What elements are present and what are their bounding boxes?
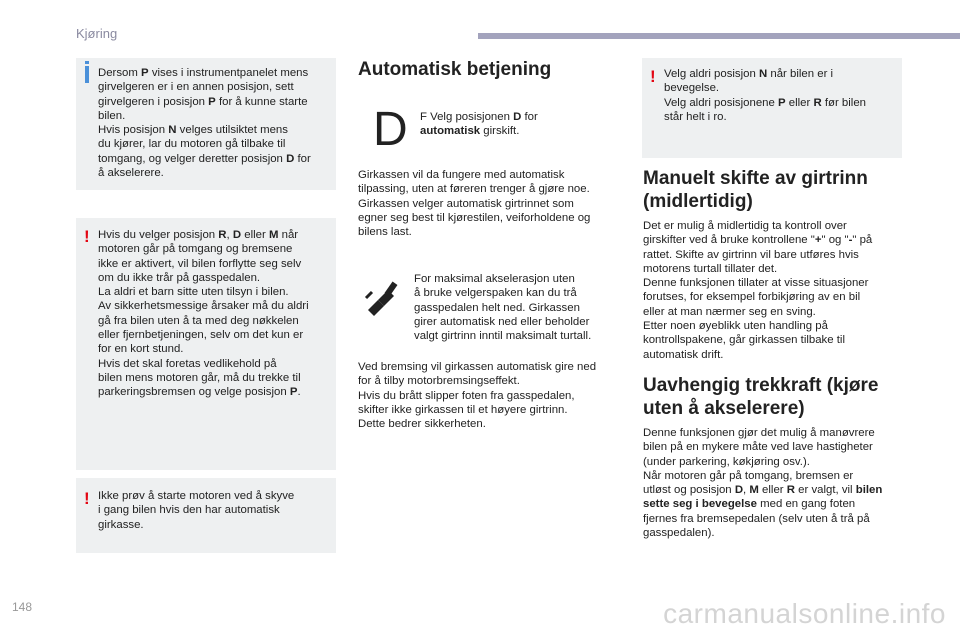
text-segment: D [513, 111, 522, 123]
text-segment: P [289, 386, 298, 399]
heading-creep: Uavhengig trekkraft (kjøre uten å akselerere) [643, 375, 879, 419]
mid-paragraph-2 [358, 360, 628, 431]
text-segment: skifter ikke girkassen til et høyere girtrinn. [358, 403, 568, 416]
text-segment: for [521, 111, 538, 123]
text-segment: . [297, 386, 301, 399]
text-segment: bilen mens motoren går, må du trekke til [98, 371, 301, 384]
text-segment: Denne funksjonen tillater at visse situasjoner [643, 277, 869, 290]
tip-text [414, 272, 624, 343]
foot-pedal-icon [362, 278, 402, 318]
text-segment: D [286, 152, 295, 165]
text-line [664, 96, 898, 110]
info-box-text [98, 66, 332, 180]
text-line [98, 166, 332, 180]
text-segment: P [208, 95, 216, 108]
text-segment: automatisk [420, 125, 481, 138]
text-segment: valgt girtrinn inntil maksimalt turtall. [414, 330, 592, 343]
text-line [98, 285, 334, 299]
text-line [643, 512, 913, 526]
warning-box-1 [76, 218, 336, 470]
text-line [664, 67, 898, 81]
text-segment: Girkassen velger automatisk girtrinnet som [358, 197, 574, 210]
text-segment: N [758, 68, 768, 80]
page-number: 148 [12, 600, 33, 614]
text-segment: egner seg best til kjørestilen, veiforholdene og [358, 211, 591, 224]
text-line [358, 211, 628, 225]
text-segment: velges utilsiktet mens [176, 124, 288, 137]
text-segment: forutses, for eksempel forbikjøring av en bil [643, 291, 861, 304]
text-segment: er valgt, vil [794, 484, 856, 497]
text-segment: motorens turtall tillater det. [643, 262, 778, 275]
text-segment: i gang bilen hvis den har automatisk [98, 504, 280, 517]
text-line [643, 455, 913, 469]
text-segment: girvelgeren i posisjon [98, 95, 209, 108]
text-segment: sette seg i bevegelse [643, 498, 757, 511]
text-line [358, 389, 628, 403]
text-segment: F Velg posisjonen [420, 111, 514, 123]
text-line [643, 426, 913, 440]
text-line [358, 417, 628, 431]
text-segment: står helt i ro. [664, 110, 727, 123]
text-line [643, 333, 913, 347]
text-segment: Av sikkerhetsmessige årsaker må du aldri [98, 300, 309, 313]
text-segment: bevegelse. [664, 82, 720, 95]
text-segment: girkasse. [98, 518, 144, 531]
text-segment: , [226, 229, 233, 241]
text-segment: for å tilby motorbremsingseffekt. [358, 375, 520, 388]
text-line [643, 248, 913, 262]
text-segment: med en gang foten [756, 498, 856, 511]
text-segment: tomgang, og velger deretter posisjon [98, 152, 287, 165]
section-label: Kjøring [76, 26, 118, 41]
step-text [420, 110, 620, 139]
text-line [358, 168, 628, 182]
text-line [643, 233, 913, 247]
text-segment: bilen [855, 484, 883, 497]
text-segment: du kjører, lar du motoren gå tilbake til [98, 138, 286, 151]
header-rule [478, 33, 960, 39]
text-segment: motoren går på tomgang og bremsene [98, 243, 293, 256]
section-heading-automatic: Automatisk betjening [358, 59, 552, 80]
text-line [98, 489, 334, 503]
text-segment: automatisk drift. [643, 348, 724, 361]
text-segment: girskifter ved å bruke kontrollene " [643, 234, 815, 247]
text-line [358, 182, 628, 196]
text-segment: girer automatisk ned eller beholder [414, 315, 590, 328]
text-line [98, 342, 334, 356]
text-segment: " på [852, 234, 873, 247]
text-segment: P [141, 67, 149, 79]
text-line [98, 299, 334, 313]
text-segment: Ikke prøv å starte motoren ved å skyve [98, 490, 295, 502]
text-segment: bilen. [98, 109, 126, 122]
text-line [98, 357, 334, 371]
text-line [98, 137, 332, 151]
text-line [98, 371, 334, 385]
text-line [358, 197, 628, 211]
text-segment: å akselerere. [98, 167, 164, 180]
text-segment: kontrollspakene, går girkassen tilbake til [643, 334, 845, 347]
text-line [643, 440, 913, 454]
text-segment: girvelgeren er i en annen posisjon, sett [98, 81, 294, 94]
info-box [76, 58, 336, 190]
text-segment: + [814, 234, 822, 247]
text-line [420, 124, 620, 138]
text-line [643, 348, 913, 362]
heading-manual-shift: Manuelt skifte av girtrinn (midlertidig) [643, 168, 868, 212]
warning-box-1-text [98, 228, 334, 400]
text-line [643, 290, 913, 304]
text-segment: Hvis det skal foretas vedlikehold på [98, 357, 277, 370]
text-segment: For maksimal akselerasjon uten [414, 273, 575, 285]
warning-icon: ! [650, 67, 656, 86]
text-segment: Ved bremsing vil girkassen automatisk gire ned [358, 361, 597, 373]
text-line [414, 272, 624, 286]
text-segment: eller [241, 229, 269, 241]
text-line [98, 518, 334, 532]
text-segment: Det er mulig å midlertidig ta kontroll over [643, 220, 847, 232]
watermark: carmanualsonline.info [663, 598, 946, 629]
text-line [664, 81, 898, 95]
text-segment: girskift. [480, 125, 520, 138]
right-paragraph-1 [643, 219, 913, 362]
text-segment: P [777, 96, 786, 109]
text-line [643, 276, 913, 290]
text-segment: eller at man nærmer seg en sving. [643, 305, 816, 318]
text-segment: Hvis du velger posisjon [98, 229, 219, 241]
text-line [420, 110, 620, 124]
text-segment: eller [758, 484, 787, 497]
text-segment: " og " [821, 234, 849, 247]
right-paragraph-2 [643, 426, 913, 540]
warning-icon: ! [84, 489, 90, 508]
text-line [643, 469, 913, 483]
text-segment: Etter noen øyeblikk uten handling på [643, 320, 828, 333]
text-segment: å bruke velgerspaken kan du trå [414, 287, 577, 300]
text-line [643, 497, 913, 511]
text-segment: gå fra bilen uten å ta med deg nøkkelen [98, 314, 299, 327]
text-segment: Velg aldri posisjon [664, 68, 759, 80]
text-segment: gasspedalen). [643, 527, 715, 540]
text-line [98, 328, 334, 342]
text-segment: parkeringsbremsen og velge posisjon [98, 386, 290, 399]
text-segment: rattet. Skifte av girtrinn vil bare utføres hvis [643, 248, 859, 261]
text-segment: for [294, 152, 311, 165]
text-segment: før bilen [821, 96, 866, 109]
text-line [98, 242, 334, 256]
warning-box-right-text [664, 67, 898, 124]
text-segment: - [848, 234, 853, 247]
text-segment: bilens last. [358, 226, 412, 239]
text-segment: for en kort stund. [98, 343, 184, 356]
text-segment: N [168, 124, 177, 137]
text-segment: M [268, 229, 279, 241]
text-line [358, 360, 628, 374]
text-line [98, 95, 332, 109]
text-segment: R [218, 229, 227, 241]
text-line [643, 483, 913, 497]
text-line [98, 228, 334, 242]
text-segment: når bilen er i [767, 68, 834, 80]
text-segment: D [734, 484, 744, 497]
mid-paragraph-1 [358, 168, 628, 239]
text-line [414, 329, 624, 343]
text-line [98, 66, 332, 80]
text-segment: gasspedalen helt ned. Girkassen [414, 301, 580, 314]
text-line [98, 109, 332, 123]
text-line [98, 123, 332, 137]
text-segment: Når motoren går på tomgang, bremsen er [643, 469, 854, 482]
text-segment: fjernes fra bremsepedalen (selv uten å trå på [643, 512, 870, 525]
warning-box-2-text [98, 489, 334, 532]
text-line [414, 286, 624, 300]
text-segment: ikke er aktivert, vil bilen forflytte seg selv [98, 257, 302, 270]
text-line [98, 80, 332, 94]
text-segment: Dette bedrer sikkerheten. [358, 418, 486, 431]
text-segment: Girkassen vil da fungere med automatisk [358, 169, 565, 181]
info-icon [85, 66, 89, 83]
text-segment: La aldri et barn sitte uten tilsyn i bilen. [98, 286, 289, 299]
text-line [98, 503, 334, 517]
text-line [664, 110, 898, 124]
text-line [643, 262, 913, 276]
text-line [98, 314, 334, 328]
text-segment: R [813, 96, 822, 109]
text-segment: tilpassing, uten at føreren trenger å gjøre noe. [358, 183, 590, 196]
text-segment: (under parkering, køkjøring osv.). [643, 455, 810, 468]
text-segment: Denne funksjonen gjør det mulig å manøvrere [643, 427, 875, 439]
text-segment: bilen på en mykere måte ved lave hastigheter [643, 441, 873, 454]
text-line [643, 219, 913, 233]
text-line [358, 225, 628, 239]
text-segment: R [786, 484, 795, 497]
text-segment: D [232, 229, 242, 241]
text-segment: om du ikke trår på gasspedalen. [98, 271, 261, 284]
text-line [98, 385, 334, 399]
text-line [98, 271, 334, 285]
text-line [643, 305, 913, 319]
warning-box-right [642, 58, 902, 158]
warning-icon: ! [84, 227, 90, 246]
text-line [358, 403, 628, 417]
text-segment: vises i instrumentpanelet mens [148, 67, 309, 79]
warning-box-2 [76, 478, 336, 553]
text-segment: Velg aldri posisjonene [664, 96, 778, 109]
text-segment: Dersom [98, 67, 142, 79]
text-segment: Hvis posisjon [98, 124, 169, 137]
text-line [414, 301, 624, 315]
text-line [358, 374, 628, 388]
text-line [643, 526, 913, 540]
text-segment: når [278, 229, 299, 241]
text-segment: M [749, 484, 759, 497]
text-segment: , [743, 484, 750, 497]
text-segment: eller [785, 96, 814, 109]
text-line [98, 257, 334, 271]
text-line [98, 152, 332, 166]
text-line [643, 319, 913, 333]
text-segment: Hvis du brått slipper foten fra gasspedalen, [358, 389, 575, 402]
text-line [414, 315, 624, 329]
text-segment: for å kunne starte [215, 95, 308, 108]
text-segment: eller fjernbetjeningen, selv om det kun er [98, 329, 304, 342]
gear-d-symbol: D [373, 103, 408, 156]
text-segment: utløst og posisjon [643, 484, 735, 497]
